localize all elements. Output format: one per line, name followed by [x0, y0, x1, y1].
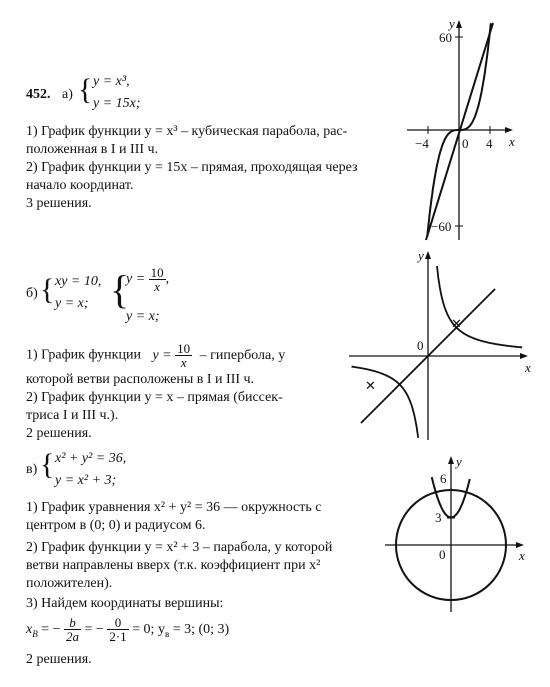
part-b-sys2-eq2: y = x;	[126, 309, 160, 324]
part-a-line3: 2) График функции y = 15x – прямая, проходящая через	[26, 160, 358, 175]
part-b-line2: которой ветви расположены в I и III ч.	[26, 372, 255, 387]
part-c-line2: центром в (0; 0) и радиусом 6.	[26, 518, 206, 533]
part-c-line5: положителен).	[26, 576, 113, 591]
graph-c-tick-label-3: 3	[435, 510, 442, 525]
part-a-line1: 1) График функции y = x³ – кубическая парабола, рас-	[26, 124, 348, 139]
part-c-line3: 2) График функции y = x² + 3 – парабола, у которой	[26, 540, 333, 555]
formula-frac2	[107, 616, 128, 643]
part-a-line2: положенная в I и III ч.	[26, 142, 159, 157]
part-c-line4: ветви направлены вверх (т.к. коэффициент при x²	[26, 558, 321, 573]
graph-b-intersection-2: ✕	[365, 378, 376, 393]
graph-a-y-arrow	[456, 20, 462, 28]
graph-b-intersection-1: ✕	[451, 316, 462, 331]
part-b-line1-c: – гипербола, у	[199, 347, 286, 363]
part-b-sys2-eq1-left: y =	[126, 271, 146, 287]
part-b-sys2-eq1-tail: ,	[165, 271, 170, 287]
part-b-sys1-eq1: xy = 10,	[55, 274, 102, 289]
part-c-line1: 1) График уравнения x² + y² = 36 — окружность с	[26, 500, 322, 515]
part-b-line1-frac-den: x	[180, 355, 187, 370]
graph-b-x-label: x	[525, 360, 531, 375]
part-b-sys2-fraction	[149, 266, 166, 293]
formula-eq4: = 3; (0; 3)	[172, 622, 230, 637]
graph-c-x-label: x	[519, 548, 525, 563]
formula-frac2-num: 0	[107, 616, 128, 630]
graph-c	[383, 452, 533, 617]
part-b-line1-b: y =	[152, 347, 172, 363]
part-b-line5: 2 решения.	[26, 426, 92, 441]
part-b-line1-frac-num: 10	[177, 341, 191, 356]
graph-b-y-arrow	[425, 251, 431, 259]
graph-b-origin-label: 0	[417, 338, 424, 353]
part-b-sys2-frac-den: x	[154, 279, 161, 294]
graph-c-tick-label-6: 6	[440, 471, 447, 486]
graph-b-hyperbola-branch-3	[352, 367, 419, 438]
part-b-line3: 2) График функции y = x – прямая (биссек-	[26, 390, 283, 405]
problem-number: 452.	[26, 87, 51, 102]
part-a-eq1: y = x³,	[93, 74, 130, 89]
part-c-brace: {	[40, 448, 55, 481]
graph-a-tick-label-60: 60	[439, 30, 452, 45]
part-b-line1-a: 1) График функции	[26, 347, 141, 363]
graph-a-tick-label-0: 0	[462, 136, 469, 151]
part-b-line1-fraction	[175, 342, 192, 369]
part-a-brace: {	[78, 73, 93, 106]
part-a-eq2: y = 15x;	[93, 96, 141, 111]
part-b-line1	[26, 342, 285, 369]
part-b-sys1-eq2: y = x;	[55, 296, 89, 311]
graph-a-x-arrow	[505, 127, 513, 133]
part-a-line4: начало координат.	[26, 178, 134, 193]
part-b-brace1: {	[40, 273, 55, 306]
graph-c-origin-label: 0	[439, 547, 446, 562]
graph-a-y-label: y	[449, 16, 455, 31]
graph-c-y-label: y	[456, 454, 462, 469]
part-a-line5: 3 решения.	[26, 196, 92, 211]
formula-eq3: = 0; y	[132, 622, 165, 637]
formula-eq1: = −	[41, 622, 61, 637]
graph-a	[405, 18, 525, 243]
part-b-brace2: {	[110, 267, 130, 312]
part-a-label: а)	[62, 87, 73, 102]
graph-b	[345, 248, 535, 443]
formula-eq2: = −	[84, 622, 104, 637]
part-c-eq1: x² + y² = 36,	[55, 451, 127, 466]
formula-frac1	[64, 616, 81, 643]
part-b-sys2-frac-num: 10	[150, 265, 164, 280]
formula-frac2-den: 2·1	[109, 629, 127, 645]
part-c-vertex-formula	[26, 615, 229, 645]
formula-y-sub: в	[164, 628, 170, 639]
graph-a-x-label: x	[509, 134, 515, 149]
formula-x-sub: B	[32, 628, 38, 639]
part-b-sys2-eq1	[126, 266, 169, 293]
formula-frac1-num: b	[64, 616, 81, 630]
part-c-line6: 3) Найдем координаты вершины:	[26, 596, 224, 611]
formula-x: x	[26, 622, 33, 637]
part-c-eq2: y = x² + 3;	[55, 473, 117, 488]
part-b-line4: триса I и III ч.).	[26, 408, 119, 423]
graph-b-x-arrow	[520, 353, 528, 359]
graph-a-tick-label-neg4: −4	[415, 136, 429, 151]
graph-c-y-arrow	[448, 456, 454, 464]
graph-a-tick-label-neg60: −60	[431, 219, 452, 234]
part-b-label: б)	[26, 286, 38, 301]
formula-frac1-den: 2a	[66, 629, 80, 645]
part-c-label: в)	[26, 462, 38, 477]
graph-b-y-label: y	[418, 248, 424, 263]
part-c-line7: 2 решения.	[26, 652, 92, 667]
graph-a-tick-label-4: 4	[486, 136, 493, 151]
